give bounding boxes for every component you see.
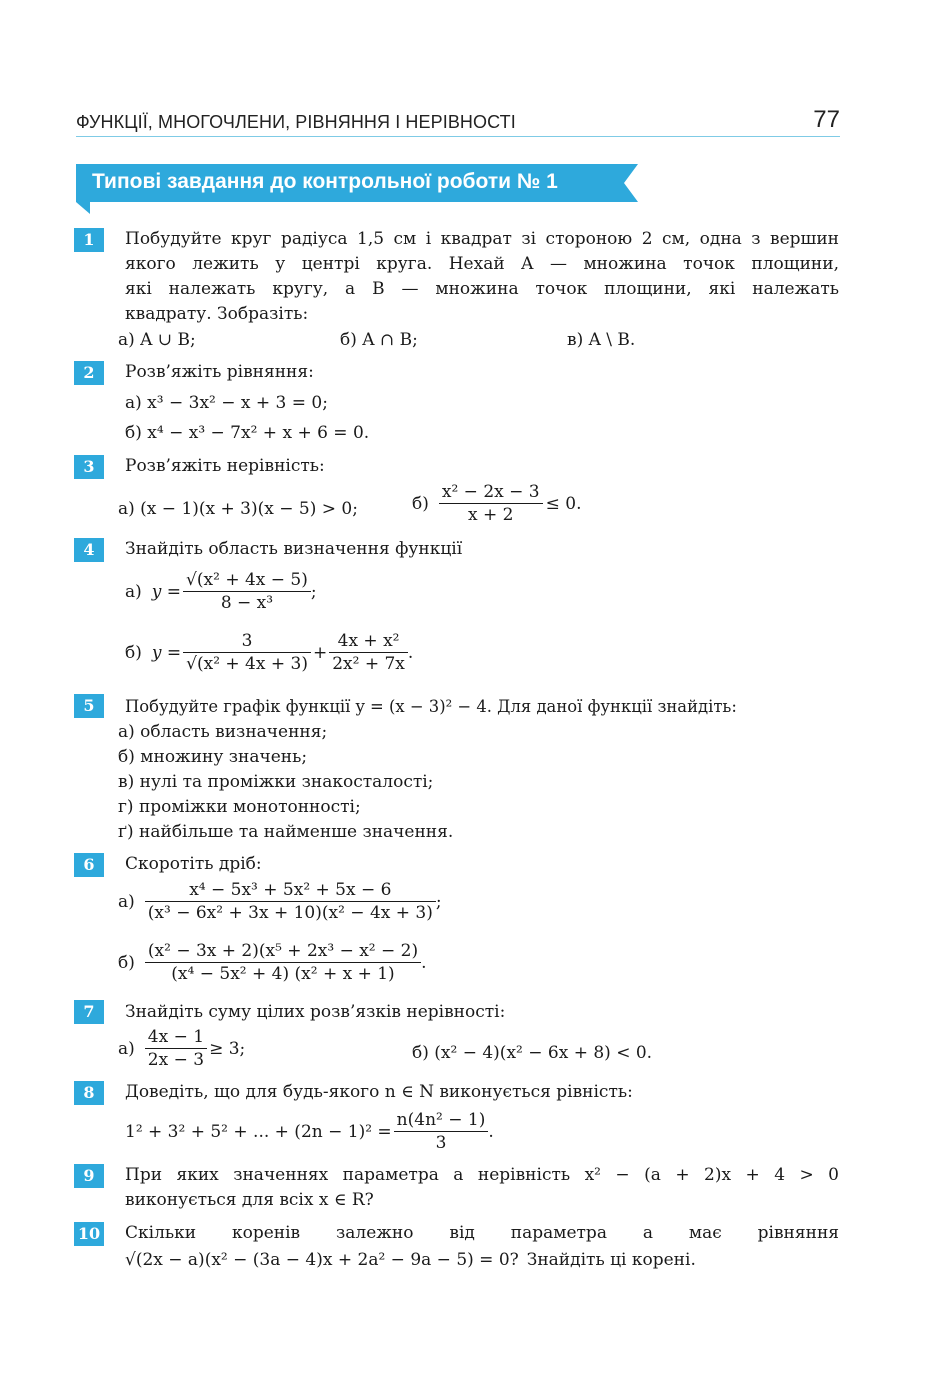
task-text: Побудуйте графік функції y = (x − 3)² − 4. Для даної функції знайдіть: [125,697,737,716]
task-text: Розв’яжіть рівняння: [125,362,314,382]
numerator: x² − 2x − 3 [439,482,543,504]
running-header [76,104,840,137]
subtask: б) (x² − 4)(x² − 6x + 8) < 0. [412,1043,653,1063]
numerator: 4x + x² [329,631,408,653]
fraction [145,880,436,923]
denominator: 2x − 3 [147,1050,205,1070]
identity-formula: 1² + 3² + 5² + ... + (2n − 1)² = $\frac{\text{n(4n² − 1)}}{3}$ . [125,1110,494,1153]
list-item: ґ) найбільше та найменше значення. [118,822,454,842]
subtask: а) x³ − 3x² − x + 3 = 0; [125,393,328,413]
task-number: 6 [74,853,104,877]
identity-lhs: 1² + 3² + 5² + ... + (2n − 1)² = [125,1121,392,1142]
task-text-line: При яких значеннях параметра a нерівність x² − (a + 2)x + 4 > 0 [125,1165,839,1185]
subtask-fraction: б) $\frac{\text{(x² − 3x + 2)(x⁵ + 2x³ − x² − 2)}}{\text{(x⁴ − 5x² + 4) (x² + x + 1)}}$ . [118,941,427,984]
relation: ≥ 3; [209,1038,246,1059]
task-text-line: які належать кругу, а B — множина точок площини, які належать [125,279,839,299]
equation-line [125,1250,696,1270]
task-tail: Знайдіть ці корені. [526,1250,696,1270]
subtask-label: а) [125,581,142,602]
fraction [329,631,408,674]
task-number: 9 [74,1164,104,1188]
fraction [145,941,421,984]
subtask-label: б) [412,493,429,514]
list-item: г) проміжки монотонності; [118,797,361,817]
task-number: 3 [74,455,104,479]
fraction [183,570,311,613]
subtask-fraction [118,1027,245,1070]
numerator: 3 [183,631,311,653]
numerator: √(x² + 4x − 5) [183,570,311,592]
relation: ≤ 0. [545,493,582,514]
subtask-fraction: б) y = $\frac{3}{\text{√(x² + 4x + 3)}}$ + $\frac{\text{4x + x²}}{\text{2x² + 7x}}$ . [125,631,414,674]
task-text-line: якого лежить у центрі круга. Нехай A — множина точок площини, [125,254,839,274]
subtask-fraction: а) $\frac{\text{x⁴ − 5x³ + 5x² + 5x − 6}}{\text{(x³ − 6x² + 3x + 10)(x² − 4x + 3)}}$ ; [118,880,442,923]
task-text-line: Скільки коренів залежно від параметра a має рівняння [125,1223,839,1243]
task-text: Розв’яжіть нерівність: [125,456,325,476]
numerator: x⁴ − 5x³ + 5x² + 5x − 6 [145,880,436,902]
fraction [145,1027,207,1070]
task-number: 10 [74,1222,104,1246]
list-item: б) множину значень; [118,747,308,767]
subtask-fraction: а) y = $\frac{\text{√(x² + 4x − 5)}}{\text{8 − x³}}$ ; [125,570,317,613]
subtask: в) A \ B. [567,330,636,350]
task-text: Скоротіть дріб: [125,854,262,874]
task-text-line: квадрату. Зобразіть: [125,304,309,324]
task-text: Доведіть, що для будь-якого n ∈ N виконується рівність: [125,1082,633,1102]
section-title: Типові завдання до контрольної роботи № 1 [92,170,558,193]
task-number: 7 [74,1000,104,1024]
list-item: а) область визначення; [118,722,328,742]
task-number: 4 [74,538,104,562]
task-number: 8 [74,1081,104,1105]
task-text: Знайдіть область визначення функції [125,539,463,559]
denominator: 8 − x³ [220,593,274,613]
denominator: 3 [435,1133,447,1153]
numerator: 4x − 1 [145,1027,207,1049]
task-number: 5 [74,694,104,718]
subtask: а) (x − 1)(x + 3)(x − 5) > 0; [118,499,358,519]
subtask-label: а) [118,1038,135,1059]
task-text-line: виконується для всіх x ∈ R? [125,1190,374,1210]
subtask-label: б) [118,952,135,973]
page-number: 77 [813,106,840,133]
subtask-fraction [412,482,581,525]
subtask: б) x⁴ − x³ − 7x² + x + 6 = 0. [125,423,370,443]
numerator: n(4n² − 1) [394,1110,489,1132]
denominator: x + 2 [468,505,514,525]
task-text: Знайдіть суму цілих розв’язків нерівності: [125,1002,506,1022]
denominator: (x⁴ − 5x² + 4) (x² + x + 1) [171,964,395,984]
chapter-title: ФУНКЦІЇ, МНОГОЧЛЕНИ, РІВНЯННЯ І НЕРІВНОСТІ [76,112,516,132]
denominator: 2x² + 7x [332,654,405,674]
task-number: 1 [74,228,104,252]
section-banner [76,164,638,202]
task-text-line: Побудуйте круг радіуса 1,5 см і квадрат зі стороною 2 см, одна з вершин [125,229,839,249]
denominator: √(x² + 4x + 3) [186,654,308,674]
numerator: (x² − 3x + 2)(x⁵ + 2x³ − x² − 2) [145,941,421,963]
denominator: (x³ − 6x² + 3x + 10)(x² − 4x + 3) [147,903,433,923]
subtask: а) A ∪ B; [118,330,196,350]
task-number: 2 [74,361,104,385]
list-item: в) нулі та проміжки знакосталості; [118,772,434,792]
subtask: б) A ∩ B; [340,330,418,350]
subtask-label: б) [125,642,142,663]
fraction [394,1110,489,1153]
equation: √(2x − a)(x² − (3a − 4)x + 2a² − 9a − 5) = 0? [125,1250,519,1270]
fraction [183,631,311,674]
fraction [439,482,543,525]
subtask-label: а) [118,891,135,912]
